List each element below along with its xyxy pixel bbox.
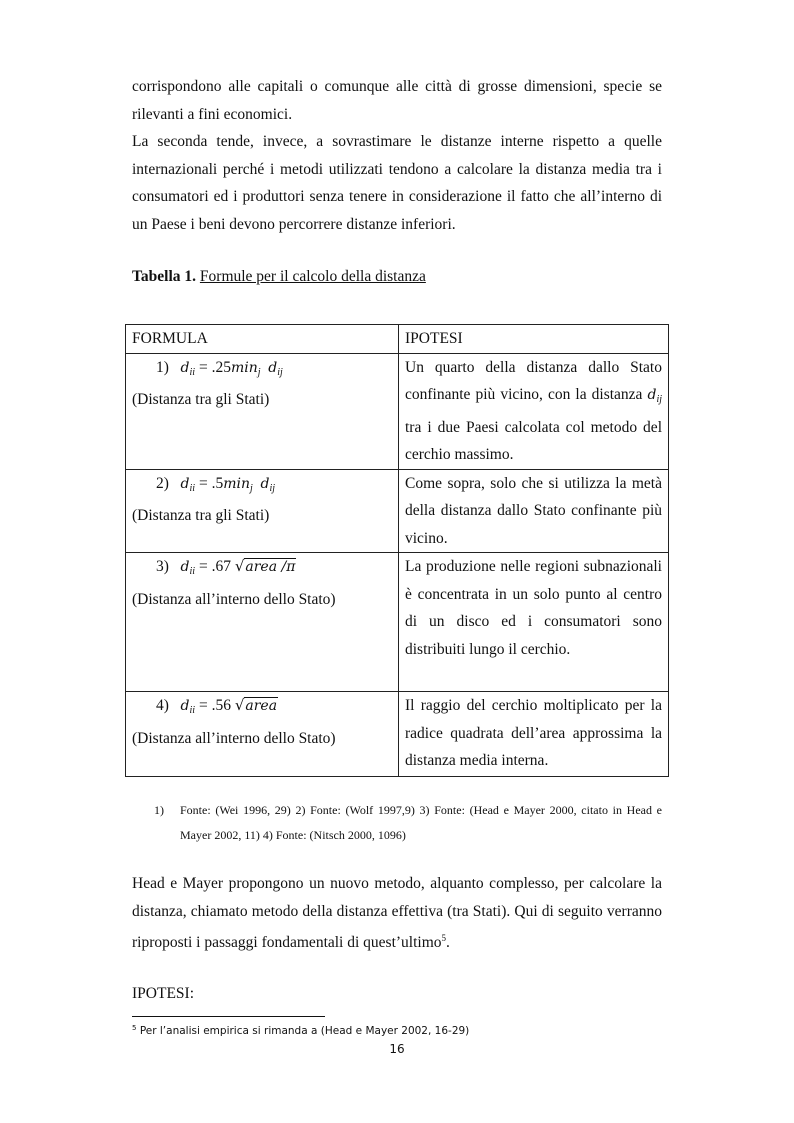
hypothesis-3: La produzione nelle regioni subnazionali è concentrata in un solo punto al centro di un disco ed i consumatori sono distribuiti lungo il cerchio. — [399, 553, 669, 692]
formula-4: 4) $d_{ii} = .56$ √area — [156, 696, 278, 716]
paragraph-head-mayer: Head e Mayer propongono un nuovo metodo, alquanto complesso, per calcolare la distanza, chiamato metodo della distanza effettiva (tra Stati). Qui di seguito verranno riproposti i passaggi fondamentali di quest’ultimo$^5$. — [132, 875, 662, 951]
header-ipotesi: IPOTESI — [399, 325, 669, 354]
section-heading: IPOTESI: — [132, 985, 194, 1002]
formula-cell — [126, 353, 399, 469]
header-formula: FORMULA — [126, 325, 399, 354]
formula-4-desc: (Distanza all’interno dello Stato) — [132, 729, 336, 747]
formula-1: 1) $d_{ii} = .25\min_j$ $d_{ij}$ — [156, 358, 283, 378]
formula-3-desc: (Distanza all’interno dello Stato) — [132, 590, 336, 608]
table-sources-note — [156, 798, 662, 848]
note-number: 1) — [154, 803, 164, 817]
table-header-row — [126, 325, 669, 354]
footnote — [132, 1024, 469, 1037]
paragraph-continuation: corrispondono alle capitali o comunque alle città di grosse dimensioni, specie se rilevanti a fini economici. — [132, 78, 662, 123]
hypothesis-cell: Un quarto della distanza dallo Stato confinante più vicino, con la distanza $d_{ij}$ tra i due Paesi calcolata col metodo del cerchio massimo. — [399, 353, 669, 469]
formula-table — [125, 324, 669, 777]
table-caption — [132, 268, 426, 286]
footnote-reference[interactable]: 5 — [441, 933, 447, 943]
hypothesis-2: Come sopra, solo che si utilizza la metà della distanza dallo Stato confinante più vicino. — [399, 469, 669, 553]
radicand: area — [245, 698, 278, 714]
formula-3: 3) $d_{ii} = .67$ √area /π — [156, 557, 296, 577]
sqrt-symbol: √ — [234, 696, 245, 714]
formula-2: 2) $d_{ii} = .5\min_j$ $d_{ij}$ — [156, 474, 276, 494]
formula-cell — [126, 692, 399, 777]
formula-2-desc: (Distanza tra gli Stati) — [132, 507, 270, 524]
formula-cell — [126, 469, 399, 553]
paragraph-distance-bias: La seconda tende, invece, a sovrastimare le distanze interne rispetto a quelle internazionali perché i metodi utilizzati tendono a calcolare la distanza media tra i consumatori ed i produttori senza tenere in considerazione il fatto che all’interno di un Paese i beni devono percorrere distanze inferiori. — [132, 133, 662, 233]
table-caption-title: Formule per il calcolo della distanza — [199, 268, 426, 285]
footnote-number: 5 — [132, 1024, 137, 1032]
formula-1-desc: (Distanza tra gli Stati) — [132, 391, 270, 408]
note-text: Fonte: (Wei 1996, 29) 2) Fonte: (Wolf 1997,9) 3) Fonte: (Head e Mayer 2000, citato in Head e Mayer 2002, 11) 4) Fonte: (Nitsch 2000, 1096) — [180, 803, 662, 842]
formula-var-d: d — [647, 387, 657, 403]
radicand: area /π — [245, 559, 296, 575]
hypothesis-1-part1: Un quarto della distanza dallo Stato confinante più vicino, con la distanza — [405, 358, 662, 403]
formula-cell — [126, 553, 399, 692]
page-number: 16 — [389, 1042, 405, 1056]
sqrt-symbol: √ — [234, 557, 245, 575]
hypothesis-4: Il raggio del cerchio moltiplicato per la radice quadrata dell’area approssima la distanza media interna. — [399, 692, 669, 777]
table-row — [126, 692, 669, 777]
footnote-text: Per l’analisi empirica si rimanda a (Head e Mayer 2002, 16-29) — [139, 1025, 470, 1037]
table-row — [126, 353, 669, 469]
table-row — [126, 553, 669, 692]
table-caption-label: Tabella 1. — [132, 268, 197, 285]
hypothesis-1-part2: tra i due Paesi calcolata col metodo del cerchio massimo. — [405, 418, 662, 463]
table-row — [126, 469, 669, 553]
footnote-divider — [132, 1016, 325, 1017]
